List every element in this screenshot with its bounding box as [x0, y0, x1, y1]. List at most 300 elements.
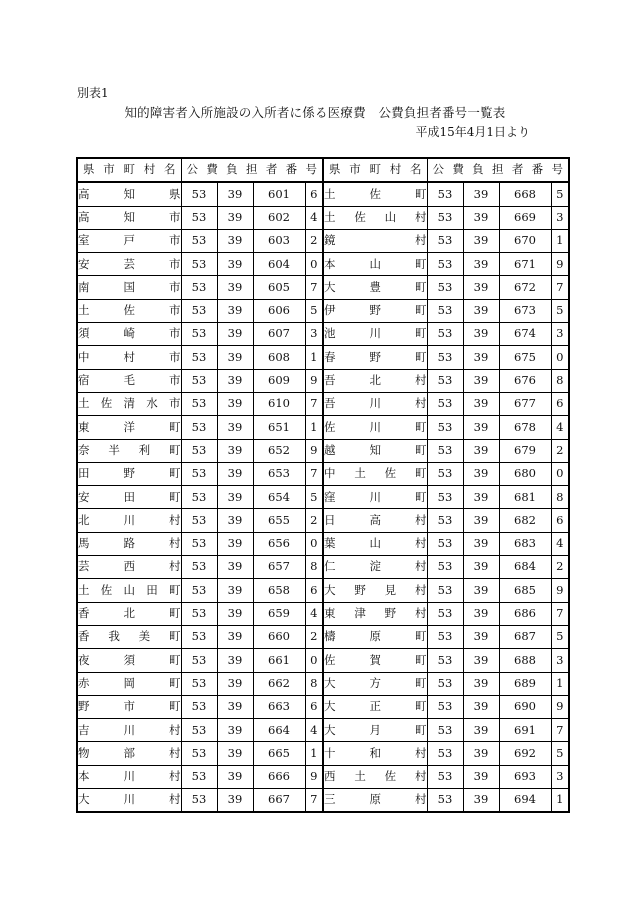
municipality-name: 香 我 美 町	[77, 625, 181, 648]
burden-code-entity: 674	[499, 323, 551, 346]
table-row	[77, 439, 569, 462]
burden-check-digit: 4	[305, 206, 323, 229]
burden-code-law: 53	[427, 439, 463, 462]
burden-code-pref: 39	[217, 462, 253, 485]
burden-code-law: 53	[181, 695, 217, 718]
burden-code-law: 53	[427, 719, 463, 742]
burden-code-entity: 652	[253, 439, 305, 462]
burden-code-law: 53	[427, 625, 463, 648]
table-row	[77, 765, 569, 788]
burden-check-digit: 3	[305, 323, 323, 346]
burden-code-pref: 39	[217, 556, 253, 579]
table-row	[77, 556, 569, 579]
burden-code-law: 53	[427, 253, 463, 276]
burden-check-digit: 1	[551, 672, 569, 695]
burden-code-entity: 684	[499, 556, 551, 579]
burden-check-digit: 7	[551, 276, 569, 299]
municipality-name: 須 崎 市	[77, 323, 181, 346]
burden-check-digit: 0	[305, 253, 323, 276]
burden-code-pref: 39	[217, 765, 253, 788]
municipality-name: 土 佐 清 水 市	[77, 392, 181, 415]
burden-code-law: 53	[427, 276, 463, 299]
burden-code-law: 53	[181, 579, 217, 602]
burden-check-digit: 6	[551, 509, 569, 532]
burden-check-digit: 9	[305, 439, 323, 462]
burden-check-digit: 1	[305, 416, 323, 439]
burden-code-pref: 39	[217, 346, 253, 369]
burden-code-entity: 653	[253, 462, 305, 485]
burden-code-entity: 667	[253, 789, 305, 813]
burden-code-pref: 39	[217, 206, 253, 229]
burden-code-law: 53	[181, 649, 217, 672]
burden-code-pref: 39	[463, 579, 499, 602]
burden-check-digit: 5	[551, 625, 569, 648]
burden-code-entity: 603	[253, 229, 305, 252]
burden-code-entity: 659	[253, 602, 305, 625]
burden-code-law: 53	[181, 742, 217, 765]
burden-code-entity: 693	[499, 765, 551, 788]
burden-code-law: 53	[427, 649, 463, 672]
table-row	[77, 486, 569, 509]
burden-code-entity: 681	[499, 486, 551, 509]
burden-code-pref: 39	[217, 416, 253, 439]
burden-code-law: 53	[427, 695, 463, 718]
burden-check-digit: 2	[305, 509, 323, 532]
burden-code-pref: 39	[463, 695, 499, 718]
burden-code-entity: 601	[253, 182, 305, 206]
burden-code-entity: 680	[499, 462, 551, 485]
burden-code-law: 53	[181, 486, 217, 509]
burden-code-pref: 39	[463, 742, 499, 765]
burden-code-law: 53	[181, 789, 217, 813]
burden-code-entity: 609	[253, 369, 305, 392]
table-row	[77, 299, 569, 322]
burden-code-entity: 678	[499, 416, 551, 439]
municipality-name: 東 津 野 村	[323, 602, 427, 625]
table-row	[77, 509, 569, 532]
burden-code-law: 53	[427, 765, 463, 788]
burden-check-digit: 2	[551, 556, 569, 579]
burden-code-entity: 672	[499, 276, 551, 299]
burden-code-law: 53	[427, 509, 463, 532]
municipality-name: 越 知 町	[323, 439, 427, 462]
burden-code-pref: 39	[217, 625, 253, 648]
burden-code-entity: 669	[499, 206, 551, 229]
burden-code-pref: 39	[217, 532, 253, 555]
burden-code-pref: 39	[217, 392, 253, 415]
table-row	[77, 206, 569, 229]
burden-code-law: 53	[181, 323, 217, 346]
burden-check-digit: 9	[305, 369, 323, 392]
burden-code-pref: 39	[217, 789, 253, 813]
municipality-name: 安 芸 市	[77, 253, 181, 276]
burden-code-entity: 677	[499, 392, 551, 415]
burden-check-digit: 0	[305, 649, 323, 672]
burden-code-law: 53	[427, 556, 463, 579]
burden-code-entity: 685	[499, 579, 551, 602]
burden-code-entity: 658	[253, 579, 305, 602]
municipality-name: 中 村 市	[77, 346, 181, 369]
burden-code-entity: 604	[253, 253, 305, 276]
table-row	[77, 579, 569, 602]
burden-code-law: 53	[181, 672, 217, 695]
table-row	[77, 602, 569, 625]
municipality-name: 北 川 村	[77, 509, 181, 532]
table-row	[77, 229, 569, 252]
burden-code-law: 53	[181, 532, 217, 555]
burden-check-digit: 7	[551, 602, 569, 625]
burden-code-entity: 687	[499, 625, 551, 648]
burden-code-pref: 39	[217, 719, 253, 742]
header-municipality-left: 県 市 町 村 名	[77, 158, 181, 182]
burden-code-pref: 39	[463, 719, 499, 742]
burden-code-law: 53	[427, 789, 463, 813]
municipality-name: 土 佐 市	[77, 299, 181, 322]
burden-code-law: 53	[427, 579, 463, 602]
table-row	[77, 323, 569, 346]
burden-code-law: 53	[427, 346, 463, 369]
burden-check-digit: 9	[551, 253, 569, 276]
burden-code-pref: 39	[463, 206, 499, 229]
burden-check-digit: 1	[305, 742, 323, 765]
burden-code-law: 53	[181, 462, 217, 485]
burden-code-pref: 39	[217, 672, 253, 695]
burden-code-pref: 39	[217, 253, 253, 276]
burden-code-law: 53	[427, 602, 463, 625]
burden-code-law: 53	[427, 299, 463, 322]
burden-code-law: 53	[427, 392, 463, 415]
municipality-name: 吾 川 村	[323, 392, 427, 415]
municipality-name: 檮 原 町	[323, 625, 427, 648]
burden-code-law: 53	[427, 486, 463, 509]
table-row	[77, 346, 569, 369]
municipality-name: 池 川 町	[323, 323, 427, 346]
burden-check-digit: 0	[305, 532, 323, 555]
burden-code-law: 53	[181, 253, 217, 276]
table-row	[77, 789, 569, 813]
burden-code-entity: 679	[499, 439, 551, 462]
burden-code-law: 53	[427, 462, 463, 485]
burden-code-law: 53	[427, 369, 463, 392]
header-number-left: 公 費 負 担 者 番 号	[181, 158, 323, 182]
burden-code-entity: 608	[253, 346, 305, 369]
header-number-right: 公 費 負 担 者 番 号	[427, 158, 569, 182]
burden-check-digit: 3	[551, 649, 569, 672]
burden-check-digit: 8	[305, 556, 323, 579]
burden-code-pref: 39	[463, 556, 499, 579]
burden-code-law: 53	[181, 276, 217, 299]
burden-check-digit: 7	[305, 789, 323, 813]
burden-code-pref: 39	[463, 182, 499, 206]
burden-code-entity: 682	[499, 509, 551, 532]
burden-check-digit: 6	[305, 579, 323, 602]
table-row	[77, 253, 569, 276]
burden-code-pref: 39	[217, 229, 253, 252]
burden-code-law: 53	[181, 229, 217, 252]
burden-code-law: 53	[181, 556, 217, 579]
municipality-name: 大 川 村	[77, 789, 181, 813]
municipality-name: 東 洋 町	[77, 416, 181, 439]
burden-check-digit: 3	[551, 323, 569, 346]
burden-code-pref: 39	[217, 369, 253, 392]
burden-code-entity: 689	[499, 672, 551, 695]
burden-check-digit: 7	[305, 392, 323, 415]
burden-code-law: 53	[427, 742, 463, 765]
burden-check-digit: 7	[305, 276, 323, 299]
burden-code-entity: 668	[499, 182, 551, 206]
burden-number-table	[76, 157, 570, 813]
municipality-name: 大 野 見 村	[323, 579, 427, 602]
burden-code-entity: 606	[253, 299, 305, 322]
burden-code-pref: 39	[463, 765, 499, 788]
burden-check-digit: 1	[305, 346, 323, 369]
burden-check-digit: 0	[551, 346, 569, 369]
burden-code-entity: 654	[253, 486, 305, 509]
burden-code-law: 53	[181, 416, 217, 439]
burden-code-law: 53	[427, 532, 463, 555]
municipality-name: 奈 半 利 町	[77, 439, 181, 462]
municipality-name: 馬 路 村	[77, 532, 181, 555]
burden-code-pref: 39	[463, 392, 499, 415]
burden-check-digit: 3	[551, 206, 569, 229]
table-row	[77, 719, 569, 742]
municipality-name: 土 佐 山 村	[323, 206, 427, 229]
burden-check-digit: 7	[551, 719, 569, 742]
municipality-name: 赤 岡 町	[77, 672, 181, 695]
burden-code-law: 53	[181, 625, 217, 648]
burden-code-law: 53	[427, 182, 463, 206]
municipality-name: 安 田 町	[77, 486, 181, 509]
municipality-name: 伊 野 町	[323, 299, 427, 322]
municipality-name: 十 和 村	[323, 742, 427, 765]
burden-code-pref: 39	[463, 229, 499, 252]
table-row	[77, 742, 569, 765]
table-row	[77, 276, 569, 299]
burden-code-entity: 656	[253, 532, 305, 555]
municipality-name: 大 月 町	[323, 719, 427, 742]
burden-code-pref: 39	[463, 625, 499, 648]
burden-code-pref: 39	[217, 579, 253, 602]
burden-code-pref: 39	[463, 672, 499, 695]
table-row	[77, 695, 569, 718]
burden-code-law: 53	[181, 392, 217, 415]
municipality-name: 宿 毛 市	[77, 369, 181, 392]
burden-code-pref: 39	[217, 299, 253, 322]
burden-check-digit: 5	[305, 486, 323, 509]
burden-code-pref: 39	[463, 486, 499, 509]
table-row	[77, 649, 569, 672]
burden-code-entity: 670	[499, 229, 551, 252]
table-row	[77, 672, 569, 695]
burden-code-entity: 605	[253, 276, 305, 299]
burden-code-law: 53	[181, 719, 217, 742]
burden-check-digit: 9	[551, 579, 569, 602]
burden-code-law: 53	[427, 323, 463, 346]
municipality-name: 春 野 町	[323, 346, 427, 369]
burden-check-digit: 2	[305, 625, 323, 648]
table-header-row	[77, 158, 569, 182]
table-row	[77, 392, 569, 415]
burden-code-law: 53	[427, 206, 463, 229]
municipality-name: 本 山 町	[323, 253, 427, 276]
burden-code-pref: 39	[217, 602, 253, 625]
table-row	[77, 369, 569, 392]
municipality-name: 物 部 村	[77, 742, 181, 765]
burden-check-digit: 5	[551, 299, 569, 322]
municipality-name: 吉 川 村	[77, 719, 181, 742]
municipality-name: 高 知 県	[77, 182, 181, 206]
burden-code-law: 53	[181, 206, 217, 229]
municipality-name: 土 佐 山 田 町	[77, 579, 181, 602]
burden-code-entity: 655	[253, 509, 305, 532]
burden-check-digit: 4	[305, 719, 323, 742]
burden-code-law: 53	[181, 602, 217, 625]
burden-check-digit: 0	[551, 462, 569, 485]
burden-code-pref: 39	[463, 649, 499, 672]
burden-check-digit: 5	[551, 182, 569, 206]
burden-code-pref: 39	[463, 509, 499, 532]
burden-code-law: 53	[181, 765, 217, 788]
table-row	[77, 416, 569, 439]
burden-code-entity: 676	[499, 369, 551, 392]
burden-code-entity: 663	[253, 695, 305, 718]
burden-code-law: 53	[427, 229, 463, 252]
municipality-name: 芸 西 村	[77, 556, 181, 579]
burden-code-pref: 39	[463, 439, 499, 462]
burden-code-pref: 39	[217, 742, 253, 765]
burden-code-entity: 688	[499, 649, 551, 672]
burden-code-pref: 39	[463, 416, 499, 439]
municipality-name: 中 土 佐 町	[323, 462, 427, 485]
municipality-name: 窪 川 町	[323, 486, 427, 509]
municipality-name: 吾 北 村	[323, 369, 427, 392]
header-municipality-right: 県 市 町 村 名	[323, 158, 427, 182]
municipality-name: 仁 淀 村	[323, 556, 427, 579]
burden-code-pref: 39	[463, 532, 499, 555]
burden-code-entity: 610	[253, 392, 305, 415]
burden-code-entity: 694	[499, 789, 551, 813]
burden-code-entity: 664	[253, 719, 305, 742]
burden-check-digit: 2	[551, 439, 569, 462]
burden-code-entity: 691	[499, 719, 551, 742]
burden-code-pref: 39	[217, 439, 253, 462]
municipality-name: 田 野 町	[77, 462, 181, 485]
burden-check-digit: 6	[305, 695, 323, 718]
burden-check-digit: 9	[305, 765, 323, 788]
burden-check-digit: 5	[305, 299, 323, 322]
burden-check-digit: 6	[551, 392, 569, 415]
appendix-label: 別表1	[77, 86, 109, 100]
burden-check-digit: 7	[305, 462, 323, 485]
municipality-name: 大 豊 町	[323, 276, 427, 299]
burden-code-entity: 673	[499, 299, 551, 322]
document-title: 知的障害者入所施設の入所者に係る医療費 公費負担者番号一覧表	[124, 105, 506, 120]
burden-code-pref: 39	[463, 276, 499, 299]
burden-code-pref: 39	[217, 509, 253, 532]
burden-code-law: 53	[181, 346, 217, 369]
burden-code-entity: 651	[253, 416, 305, 439]
burden-code-entity: 662	[253, 672, 305, 695]
burden-code-law: 53	[181, 369, 217, 392]
burden-code-pref: 39	[217, 276, 253, 299]
burden-code-entity: 690	[499, 695, 551, 718]
burden-check-digit: 8	[305, 672, 323, 695]
municipality-name: 土 佐 町	[323, 182, 427, 206]
burden-check-digit: 6	[305, 182, 323, 206]
burden-code-entity: 660	[253, 625, 305, 648]
burden-code-pref: 39	[463, 346, 499, 369]
burden-code-entity: 683	[499, 532, 551, 555]
burden-code-entity: 686	[499, 602, 551, 625]
burden-code-law: 53	[181, 182, 217, 206]
burden-code-pref: 39	[217, 695, 253, 718]
burden-check-digit: 1	[551, 789, 569, 813]
burden-check-digit: 3	[551, 765, 569, 788]
burden-check-digit: 4	[305, 602, 323, 625]
effective-date: 平成15年4月1日より	[415, 125, 530, 139]
table-row	[77, 462, 569, 485]
burden-code-law: 53	[181, 439, 217, 462]
burden-code-pref: 39	[463, 323, 499, 346]
burden-code-law: 53	[427, 672, 463, 695]
burden-check-digit: 8	[551, 369, 569, 392]
municipality-name: 香 北 町	[77, 602, 181, 625]
burden-code-entity: 692	[499, 742, 551, 765]
burden-code-entity: 602	[253, 206, 305, 229]
municipality-name: 佐 川 町	[323, 416, 427, 439]
burden-check-digit: 5	[551, 742, 569, 765]
municipality-name: 日 高 村	[323, 509, 427, 532]
municipality-name: 西 土 佐 村	[323, 765, 427, 788]
burden-code-pref: 39	[463, 253, 499, 276]
burden-check-digit: 9	[551, 695, 569, 718]
burden-code-entity: 666	[253, 765, 305, 788]
burden-code-entity: 661	[253, 649, 305, 672]
municipality-name: 南 国 市	[77, 276, 181, 299]
municipality-name: 室 戸 市	[77, 229, 181, 252]
burden-check-digit: 4	[551, 532, 569, 555]
burden-code-pref: 39	[217, 649, 253, 672]
burden-check-digit: 4	[551, 416, 569, 439]
municipality-name: 本 川 村	[77, 765, 181, 788]
table-row	[77, 182, 569, 206]
burden-code-entity: 665	[253, 742, 305, 765]
burden-code-entity: 675	[499, 346, 551, 369]
burden-code-law: 53	[181, 299, 217, 322]
burden-code-entity: 657	[253, 556, 305, 579]
burden-code-pref: 39	[217, 486, 253, 509]
table-row	[77, 532, 569, 555]
burden-code-pref: 39	[463, 369, 499, 392]
burden-code-pref: 39	[217, 323, 253, 346]
burden-code-law: 53	[181, 509, 217, 532]
municipality-name: 高 知 市	[77, 206, 181, 229]
municipality-name: 佐 賀 町	[323, 649, 427, 672]
burden-code-entity: 671	[499, 253, 551, 276]
burden-code-pref: 39	[217, 182, 253, 206]
municipality-name: 大 方 町	[323, 672, 427, 695]
municipality-name: 野 市 町	[77, 695, 181, 718]
burden-code-pref: 39	[463, 602, 499, 625]
municipality-name: 三 原 村	[323, 789, 427, 813]
burden-code-pref: 39	[463, 462, 499, 485]
burden-check-digit: 8	[551, 486, 569, 509]
table-row	[77, 625, 569, 648]
municipality-name: 葉 山 村	[323, 532, 427, 555]
municipality-name: 大 正 町	[323, 695, 427, 718]
burden-check-digit: 1	[551, 229, 569, 252]
municipality-name: 夜 須 町	[77, 649, 181, 672]
